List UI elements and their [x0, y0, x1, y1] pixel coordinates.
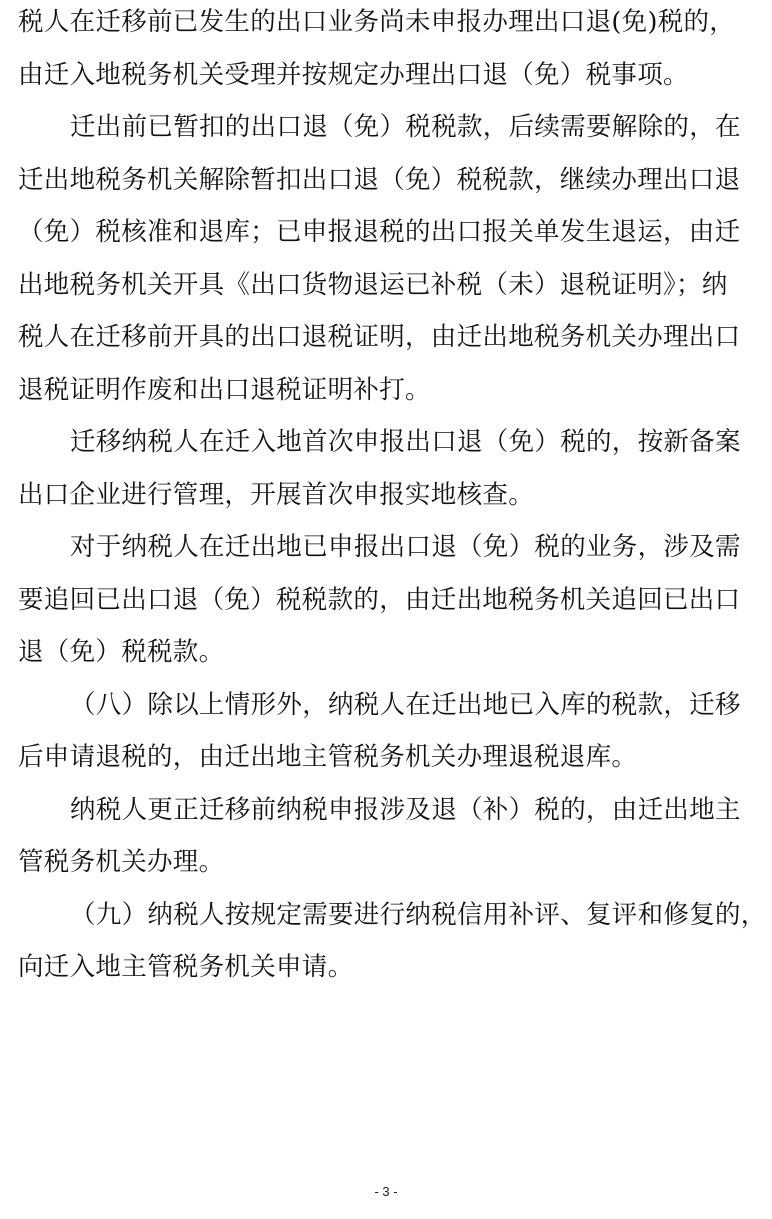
text-line: 税人在迁移前已发生的出口业务尚未申报办理出口退(免)税的， [18, 7, 736, 37]
paragraph-start-line: 纳税人更正迁移前纳税申报涉及退（补）税的，由迁出地主 [70, 795, 741, 825]
text-line: 由迁入地税务机关受理并按规定办理出口退（免）税事项。 [18, 60, 689, 90]
paragraph-start-line: （九）纳税人按规定需要进行纳税信用补评、复评和修复的， [70, 900, 767, 930]
text-line: （免）税核准和退库；已申报退税的出口报关单发生退运，由迁 [18, 217, 741, 247]
text-line: 退税证明作废和出口退税证明补打。 [18, 375, 431, 405]
text-line: 迁出地税务机关解除暂扣出口退（免）税税款，继续办理出口退 [18, 165, 741, 195]
text-line: 要追回已出口退（免）税税款的，由迁出地税务机关追回已出口 [18, 585, 741, 615]
text-line: 后申请退税的，由迁出地主管税务机关办理退税退库。 [18, 742, 638, 772]
text-line: 向迁入地主管税务机关申请。 [18, 952, 354, 982]
paragraph-start-line: 对于纳税人在迁出地已申报出口退（免）税的业务，涉及需 [70, 532, 741, 562]
text-line: 出口企业进行管理，开展首次申报实地核查。 [18, 480, 535, 510]
text-line: 出地税务机关开具《出口货物退运已补税（未）退税证明》；纳 [18, 270, 728, 300]
paragraph-start-line: 迁出前已暂扣的出口退（免）税税款，后续需要解除的，在 [70, 112, 741, 142]
text-line: 税人在迁移前开具的出口退税证明，由迁出地税务机关办理出口 [18, 322, 741, 352]
text-line: 退（免）税税款。 [18, 637, 225, 667]
paragraph-start-line: 迁移纳税人在迁入地首次申报出口退（免）税的，按新备案 [70, 427, 741, 457]
paragraph-start-line: （八）除以上情形外，纳税人在迁出地已入库的税款，迁移 [70, 690, 741, 720]
text-line: 管税务机关办理。 [18, 847, 225, 877]
page-number: - 3 - [374, 1184, 398, 1199]
